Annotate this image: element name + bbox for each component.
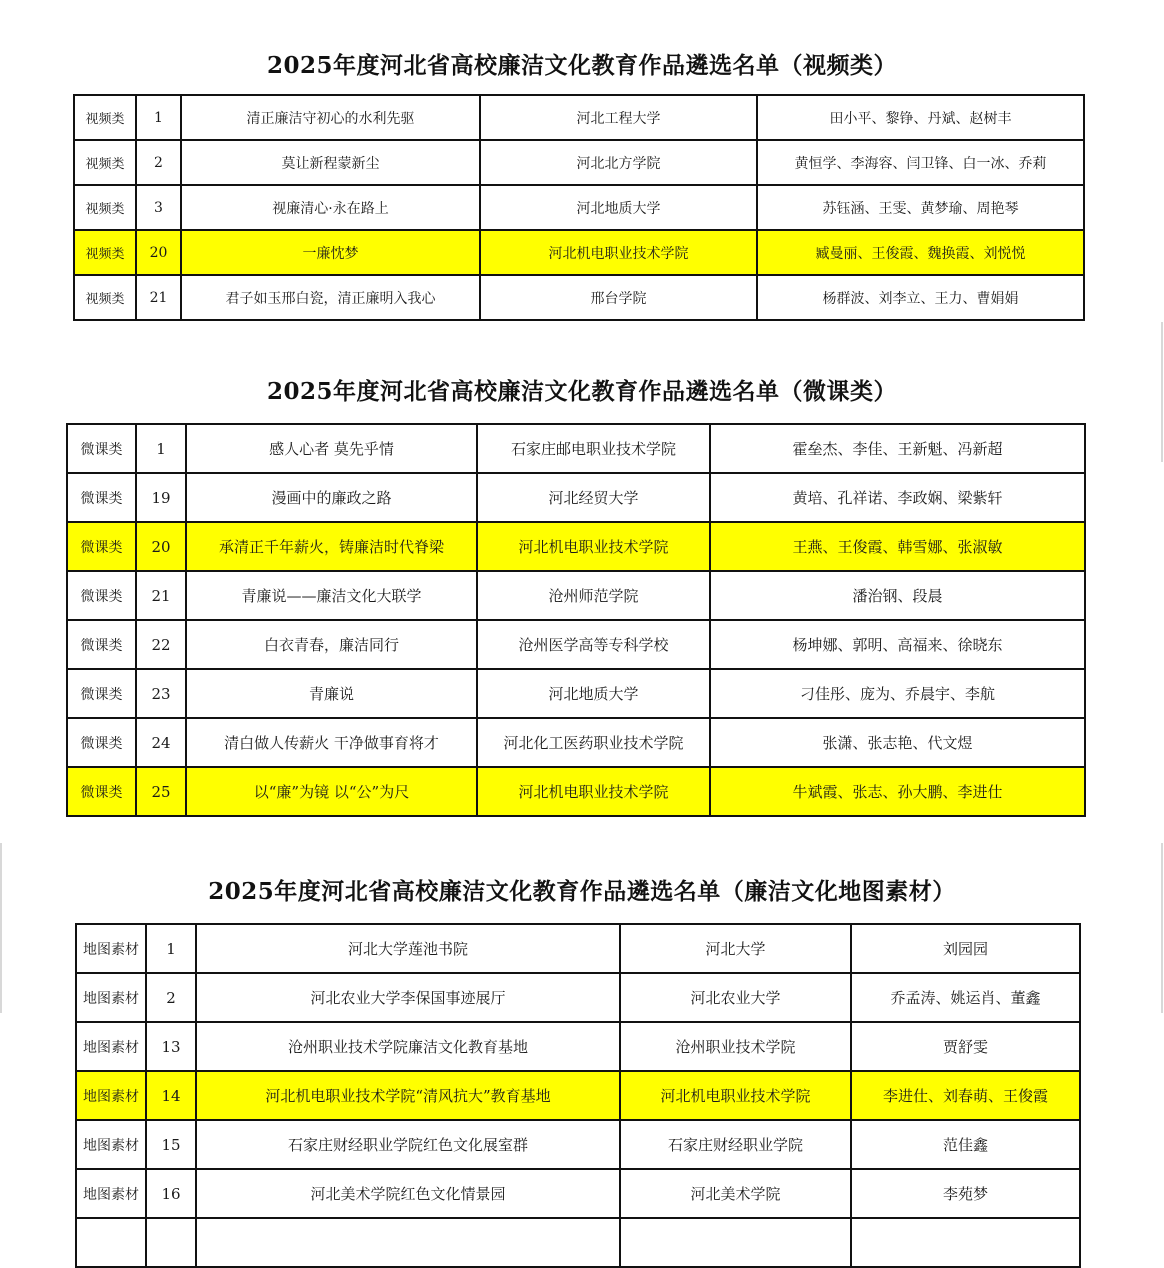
school-cell: 邢台学院: [480, 275, 757, 320]
school-cell: 河北机电职业技术学院: [620, 1071, 851, 1120]
number-cell: 15: [146, 1120, 196, 1169]
category-cell: 地图素材: [76, 1120, 146, 1169]
school-cell: 石家庄财经职业学院: [620, 1120, 851, 1169]
map-section-title: 2025年度河北省高校廉洁文化教育作品遴选名单（廉洁文化地图素材）: [208, 878, 956, 905]
category-cell: 微课类: [67, 620, 136, 669]
school-cell: 河北工程大学: [480, 95, 757, 140]
category-cell: 微课类: [67, 473, 136, 522]
category-cell: [76, 1218, 146, 1267]
number-cell: 20: [136, 522, 186, 571]
table-row: [74, 275, 1084, 320]
authors-cell: 潘治钢、段晨: [710, 571, 1085, 620]
work-title-cell: 石家庄财经职业学院红色文化展室群: [196, 1120, 620, 1169]
work-title-cell: 莫让新程蒙新尘: [181, 140, 480, 185]
number-cell: 1: [146, 924, 196, 973]
table-row: [67, 522, 1085, 571]
authors-cell: [851, 1218, 1080, 1267]
authors-cell: 牛斌霞、张志、孙大鹏、李进仕: [710, 767, 1085, 816]
category-cell: 视频类: [74, 230, 136, 275]
map-table-body: [76, 924, 1080, 1267]
work-title-cell: 河北农业大学李保国事迹展厅: [196, 973, 620, 1022]
authors-cell: 王燕、王俊霞、韩雪娜、张淑敏: [710, 522, 1085, 571]
number-cell: 19: [136, 473, 186, 522]
school-cell: 河北化工医药职业技术学院: [477, 718, 710, 767]
table-row: [76, 1071, 1080, 1120]
table-row: [76, 1022, 1080, 1071]
table-row: [74, 95, 1084, 140]
map-material-table: [75, 923, 1081, 1268]
work-title-cell: 白衣青春，廉洁同行: [186, 620, 477, 669]
number-cell: 22: [136, 620, 186, 669]
school-cell: 河北大学: [620, 924, 851, 973]
table-row: [67, 424, 1085, 473]
micro-course-table: [66, 423, 1086, 817]
number-cell: 16: [146, 1169, 196, 1218]
table-row: [76, 973, 1080, 1022]
number-cell: 24: [136, 718, 186, 767]
scan-edge-mark: [1161, 322, 1163, 462]
category-cell: 视频类: [74, 185, 136, 230]
authors-cell: 李苑梦: [851, 1169, 1080, 1218]
work-title-cell: 青廉说——廉洁文化大联学: [186, 571, 477, 620]
authors-cell: 杨坤娜、郭明、高福来、徐晓东: [710, 620, 1085, 669]
number-cell: 2: [136, 140, 181, 185]
work-title-cell: 清白做人传薪火 干净做事育将才: [186, 718, 477, 767]
work-title-cell: 一廉忱梦: [181, 230, 480, 275]
school-cell: 河北农业大学: [620, 973, 851, 1022]
number-cell: 1: [136, 424, 186, 473]
authors-cell: 杨群波、刘李立、王力、曹娟娟: [757, 275, 1084, 320]
category-cell: 微课类: [67, 424, 136, 473]
authors-cell: 范佳鑫: [851, 1120, 1080, 1169]
number-cell: 21: [136, 571, 186, 620]
school-cell: 河北机电职业技术学院: [477, 522, 710, 571]
scan-edge-mark: [1161, 843, 1163, 1013]
number-cell: 21: [136, 275, 181, 320]
authors-cell: 刁佳彤、庞为、乔晨宇、李航: [710, 669, 1085, 718]
micro-table-body: [67, 424, 1085, 816]
work-title-cell: 沧州职业技术学院廉洁文化教育基地: [196, 1022, 620, 1071]
authors-cell: 苏钰涵、王雯、黄梦瑜、周艳琴: [757, 185, 1084, 230]
work-title-cell: 漫画中的廉政之路: [186, 473, 477, 522]
number-cell: 2: [146, 973, 196, 1022]
table-row: [76, 1218, 1080, 1267]
work-title-cell: 清正廉洁守初心的水利先驱: [181, 95, 480, 140]
table-row: [67, 718, 1085, 767]
work-title-cell: 视廉清心·永在路上: [181, 185, 480, 230]
category-cell: 地图素材: [76, 924, 146, 973]
category-cell: 微课类: [67, 669, 136, 718]
category-cell: 微课类: [67, 767, 136, 816]
table-row: [67, 767, 1085, 816]
authors-cell: 黄培、孔祥诺、李政娴、梁紫轩: [710, 473, 1085, 522]
authors-cell: 乔孟涛、姚运肖、董鑫: [851, 973, 1080, 1022]
table-row: [67, 473, 1085, 522]
table-row: [76, 924, 1080, 973]
school-cell: 河北机电职业技术学院: [480, 230, 757, 275]
work-title-cell: 河北美术学院红色文化情景园: [196, 1169, 620, 1218]
category-cell: 地图素材: [76, 1169, 146, 1218]
work-title-cell: 承清正千年薪火，铸廉洁时代脊梁: [186, 522, 477, 571]
school-cell: 沧州职业技术学院: [620, 1022, 851, 1071]
work-title-cell: 君子如玉邢白瓷，清正廉明入我心: [181, 275, 480, 320]
school-cell: 河北经贸大学: [477, 473, 710, 522]
authors-cell: 张潇、张志艳、代文煜: [710, 718, 1085, 767]
school-cell: 河北北方学院: [480, 140, 757, 185]
micro-section-title: 2025年度河北省高校廉洁文化教育作品遴选名单（微课类）: [266, 378, 897, 405]
number-cell: 3: [136, 185, 181, 230]
authors-cell: 黄恒学、李海容、闫卫锋、白一冰、乔莉: [757, 140, 1084, 185]
number-cell: 23: [136, 669, 186, 718]
number-cell: 13: [146, 1022, 196, 1071]
table-row: [74, 230, 1084, 275]
work-title-cell: 河北机电职业技术学院“清风抗大”教育基地: [196, 1071, 620, 1120]
video-table-body: [74, 95, 1084, 320]
authors-cell: 霍垒杰、李佳、王新魁、冯新超: [710, 424, 1085, 473]
authors-cell: 李进仕、刘春萌、王俊霞: [851, 1071, 1080, 1120]
school-cell: 沧州医学高等专科学校: [477, 620, 710, 669]
scan-edge-mark: [0, 843, 2, 1013]
video-section-title: 2025年度河北省高校廉洁文化教育作品遴选名单（视频类）: [266, 52, 897, 79]
table-row: [67, 669, 1085, 718]
category-cell: 视频类: [74, 140, 136, 185]
category-cell: 微课类: [67, 522, 136, 571]
number-cell: 1: [136, 95, 181, 140]
authors-cell: 臧曼丽、王俊霞、魏换霞、刘悦悦: [757, 230, 1084, 275]
school-cell: [620, 1218, 851, 1267]
table-row: [76, 1169, 1080, 1218]
number-cell: 14: [146, 1071, 196, 1120]
table-row: [67, 620, 1085, 669]
table-row: [76, 1120, 1080, 1169]
school-cell: 沧州师范学院: [477, 571, 710, 620]
work-title-cell: 青廉说: [186, 669, 477, 718]
work-title-cell: 河北大学莲池书院: [196, 924, 620, 973]
authors-cell: 田小平、黎铮、丹斌、赵树丰: [757, 95, 1084, 140]
category-cell: 微课类: [67, 718, 136, 767]
school-cell: 河北机电职业技术学院: [477, 767, 710, 816]
work-title-cell: 以“廉”为镜 以“公”为尺: [186, 767, 477, 816]
number-cell: [146, 1218, 196, 1267]
video-works-table: [73, 94, 1085, 321]
table-row: [67, 571, 1085, 620]
category-cell: 地图素材: [76, 973, 146, 1022]
table-row: [74, 140, 1084, 185]
school-cell: 河北美术学院: [620, 1169, 851, 1218]
category-cell: 地图素材: [76, 1022, 146, 1071]
authors-cell: 贾舒雯: [851, 1022, 1080, 1071]
work-title-cell: [196, 1218, 620, 1267]
school-cell: 石家庄邮电职业技术学院: [477, 424, 710, 473]
category-cell: 地图素材: [76, 1071, 146, 1120]
work-title-cell: 感人心者 莫先乎情: [186, 424, 477, 473]
number-cell: 25: [136, 767, 186, 816]
table-row: [74, 185, 1084, 230]
category-cell: 微课类: [67, 571, 136, 620]
authors-cell: 刘园园: [851, 924, 1080, 973]
school-cell: 河北地质大学: [477, 669, 710, 718]
category-cell: 视频类: [74, 275, 136, 320]
category-cell: 视频类: [74, 95, 136, 140]
school-cell: 河北地质大学: [480, 185, 757, 230]
number-cell: 20: [136, 230, 181, 275]
